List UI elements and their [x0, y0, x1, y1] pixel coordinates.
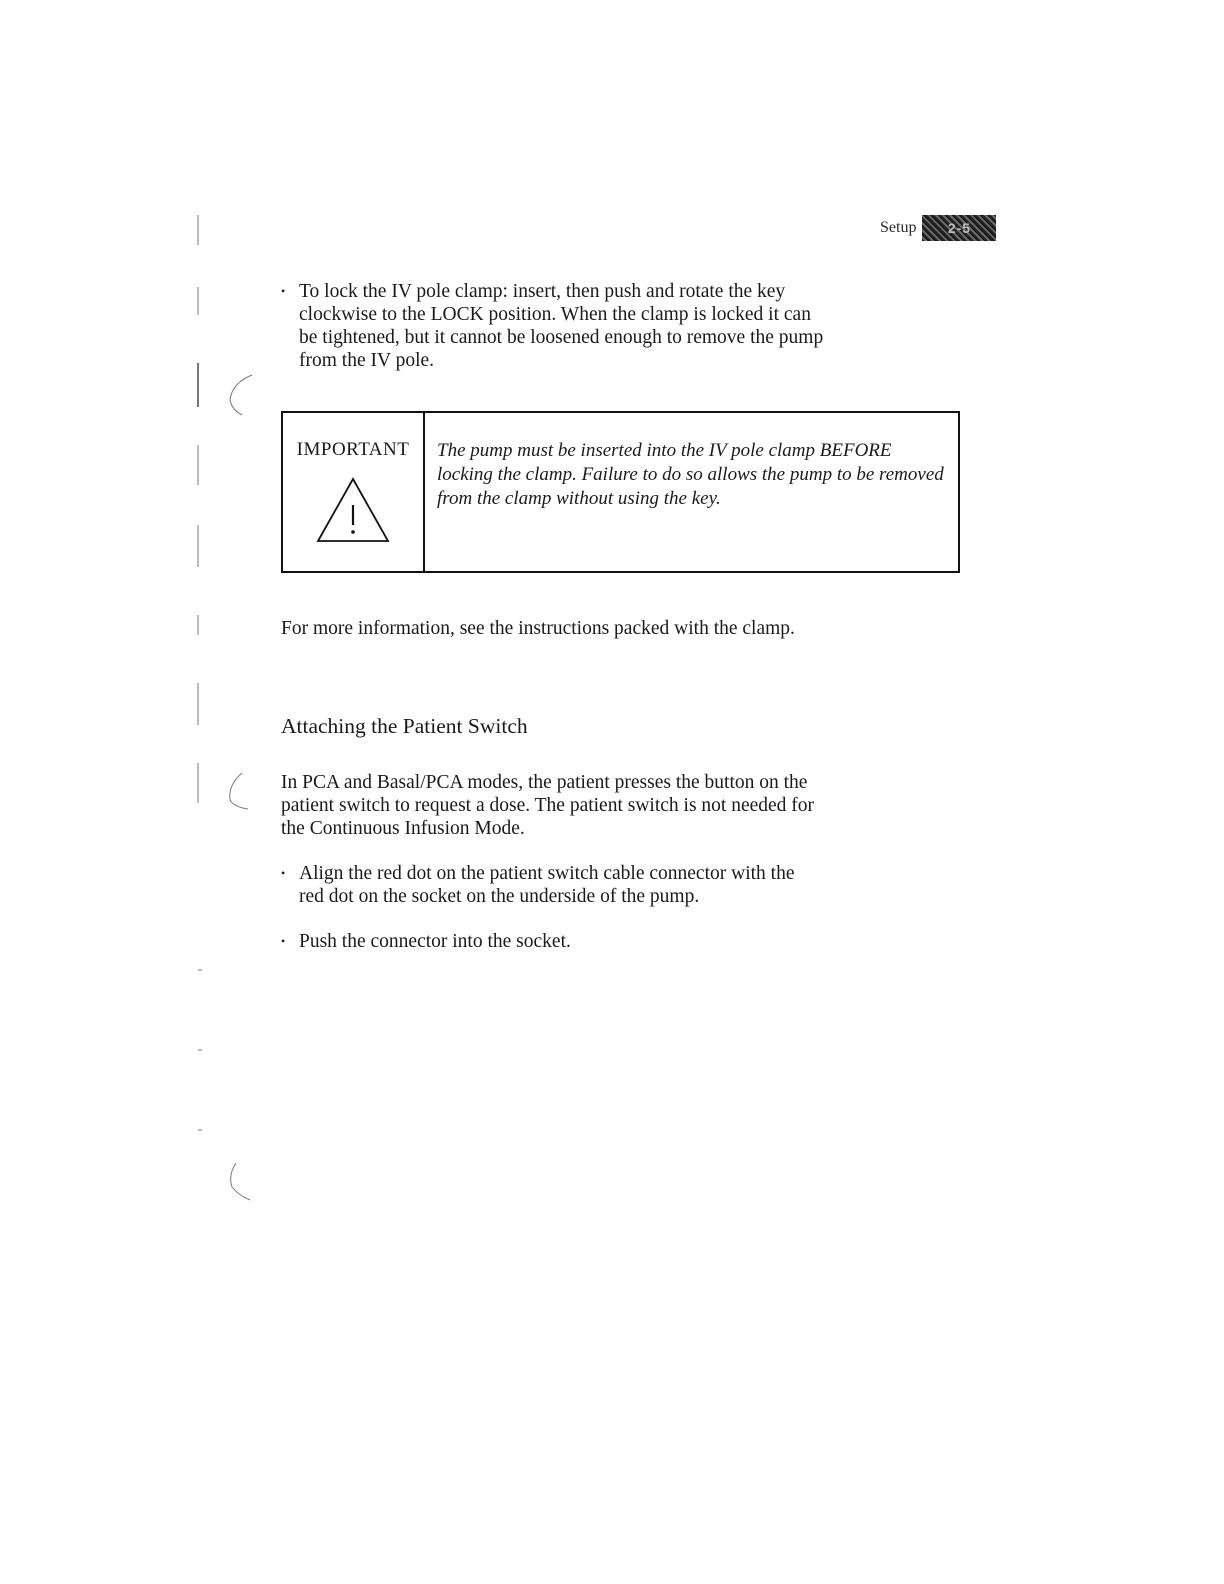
more-info-text: For more information, see the instructions packed with the clamp.	[281, 618, 795, 639]
page-number-tab: 2-5	[922, 215, 996, 241]
list-item-text: Align the red dot on the patient switch cable connector with the red dot on the socket on the underside of the pump.	[299, 863, 795, 907]
section-name: Setup	[880, 219, 917, 236]
warning-triangle-icon	[314, 475, 392, 545]
list-item-text: Push the connector into the socket.	[299, 931, 571, 952]
bullet-marker: •	[281, 934, 286, 948]
important-label: IMPORTANT	[296, 439, 410, 460]
important-label-cell	[283, 413, 425, 571]
section-intro: In PCA and Basal/PCA modes, the patient presses the button on the patient switch to request a dose. The patient switch is not needed for the Continuous Infusion Mode.	[281, 772, 815, 839]
scan-margin-marks	[190, 195, 260, 1205]
important-callout	[281, 411, 960, 573]
list-item	[281, 930, 821, 953]
lock-step	[281, 280, 971, 372]
bullet-marker: •	[281, 284, 286, 298]
lock-step-bullet	[281, 280, 829, 372]
important-text: The pump must be inserted into the IV pole clamp BEFORE locking the clamp. Failure to do so allows the pump to be removed from the clamp without using the key.	[437, 440, 944, 509]
running-head	[880, 214, 996, 242]
lock-step-text: To lock the IV pole clamp: insert, then push and rotate the key clockwise to the LOCK position. When the clamp is locked it can be tightened, but it cannot be loosened enough to remove the pump from the IV pole.	[299, 281, 824, 371]
bullet-marker: •	[281, 866, 286, 880]
list-item	[281, 862, 821, 908]
section-heading: Attaching the Patient Switch	[281, 714, 528, 738]
